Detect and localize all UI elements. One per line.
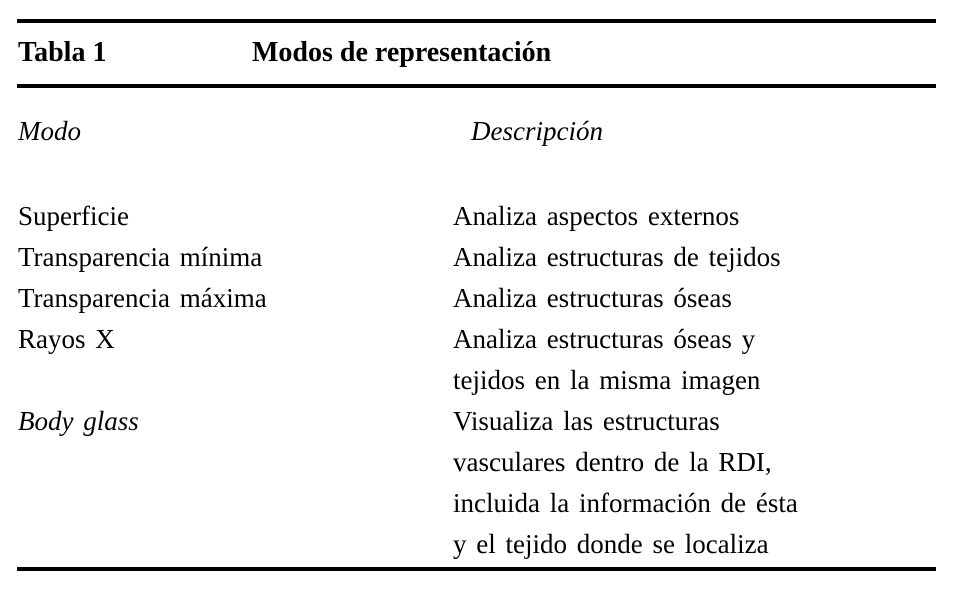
mode-cell: Transparencia máxima bbox=[18, 283, 267, 313]
description-cell bbox=[453, 278, 919, 319]
description-cell bbox=[453, 196, 919, 237]
description-line: y el tejido donde se localiza bbox=[453, 529, 769, 559]
table-body bbox=[0, 196, 954, 565]
table-row bbox=[0, 319, 954, 401]
description-line: Visualiza las estructuras bbox=[453, 406, 720, 436]
description-line: Analiza estructuras óseas y bbox=[453, 324, 756, 354]
table-row bbox=[0, 401, 954, 565]
top-rule bbox=[17, 19, 936, 23]
description-line: incluida la información de ésta bbox=[453, 488, 798, 518]
column-header-mode: Modo bbox=[18, 116, 81, 146]
mode-cell: Body glass bbox=[18, 406, 139, 436]
column-header-description: Descripción bbox=[471, 116, 603, 146]
description-cell bbox=[453, 237, 919, 278]
description-line: Analiza estructuras de tejidos bbox=[453, 242, 781, 272]
header-rule bbox=[17, 84, 936, 88]
description-line: vasculares dentro de la RDI, bbox=[453, 447, 772, 477]
table-title: Modos de representación bbox=[252, 37, 552, 68]
description-line: Analiza aspectos externos bbox=[453, 201, 740, 231]
table-number: Tabla 1 bbox=[18, 37, 107, 68]
description-cell bbox=[453, 319, 919, 401]
table-row bbox=[0, 278, 954, 319]
description-cell bbox=[453, 401, 919, 565]
table-row bbox=[0, 237, 954, 278]
table-row bbox=[0, 196, 954, 237]
mode-cell: Rayos X bbox=[18, 324, 115, 354]
description-line: Analiza estructuras óseas bbox=[453, 283, 732, 313]
mode-cell: Transparencia mínima bbox=[18, 242, 263, 272]
mode-cell: Superficie bbox=[18, 201, 129, 231]
bottom-rule bbox=[17, 567, 936, 571]
description-line: tejidos en la misma imagen bbox=[453, 365, 761, 395]
